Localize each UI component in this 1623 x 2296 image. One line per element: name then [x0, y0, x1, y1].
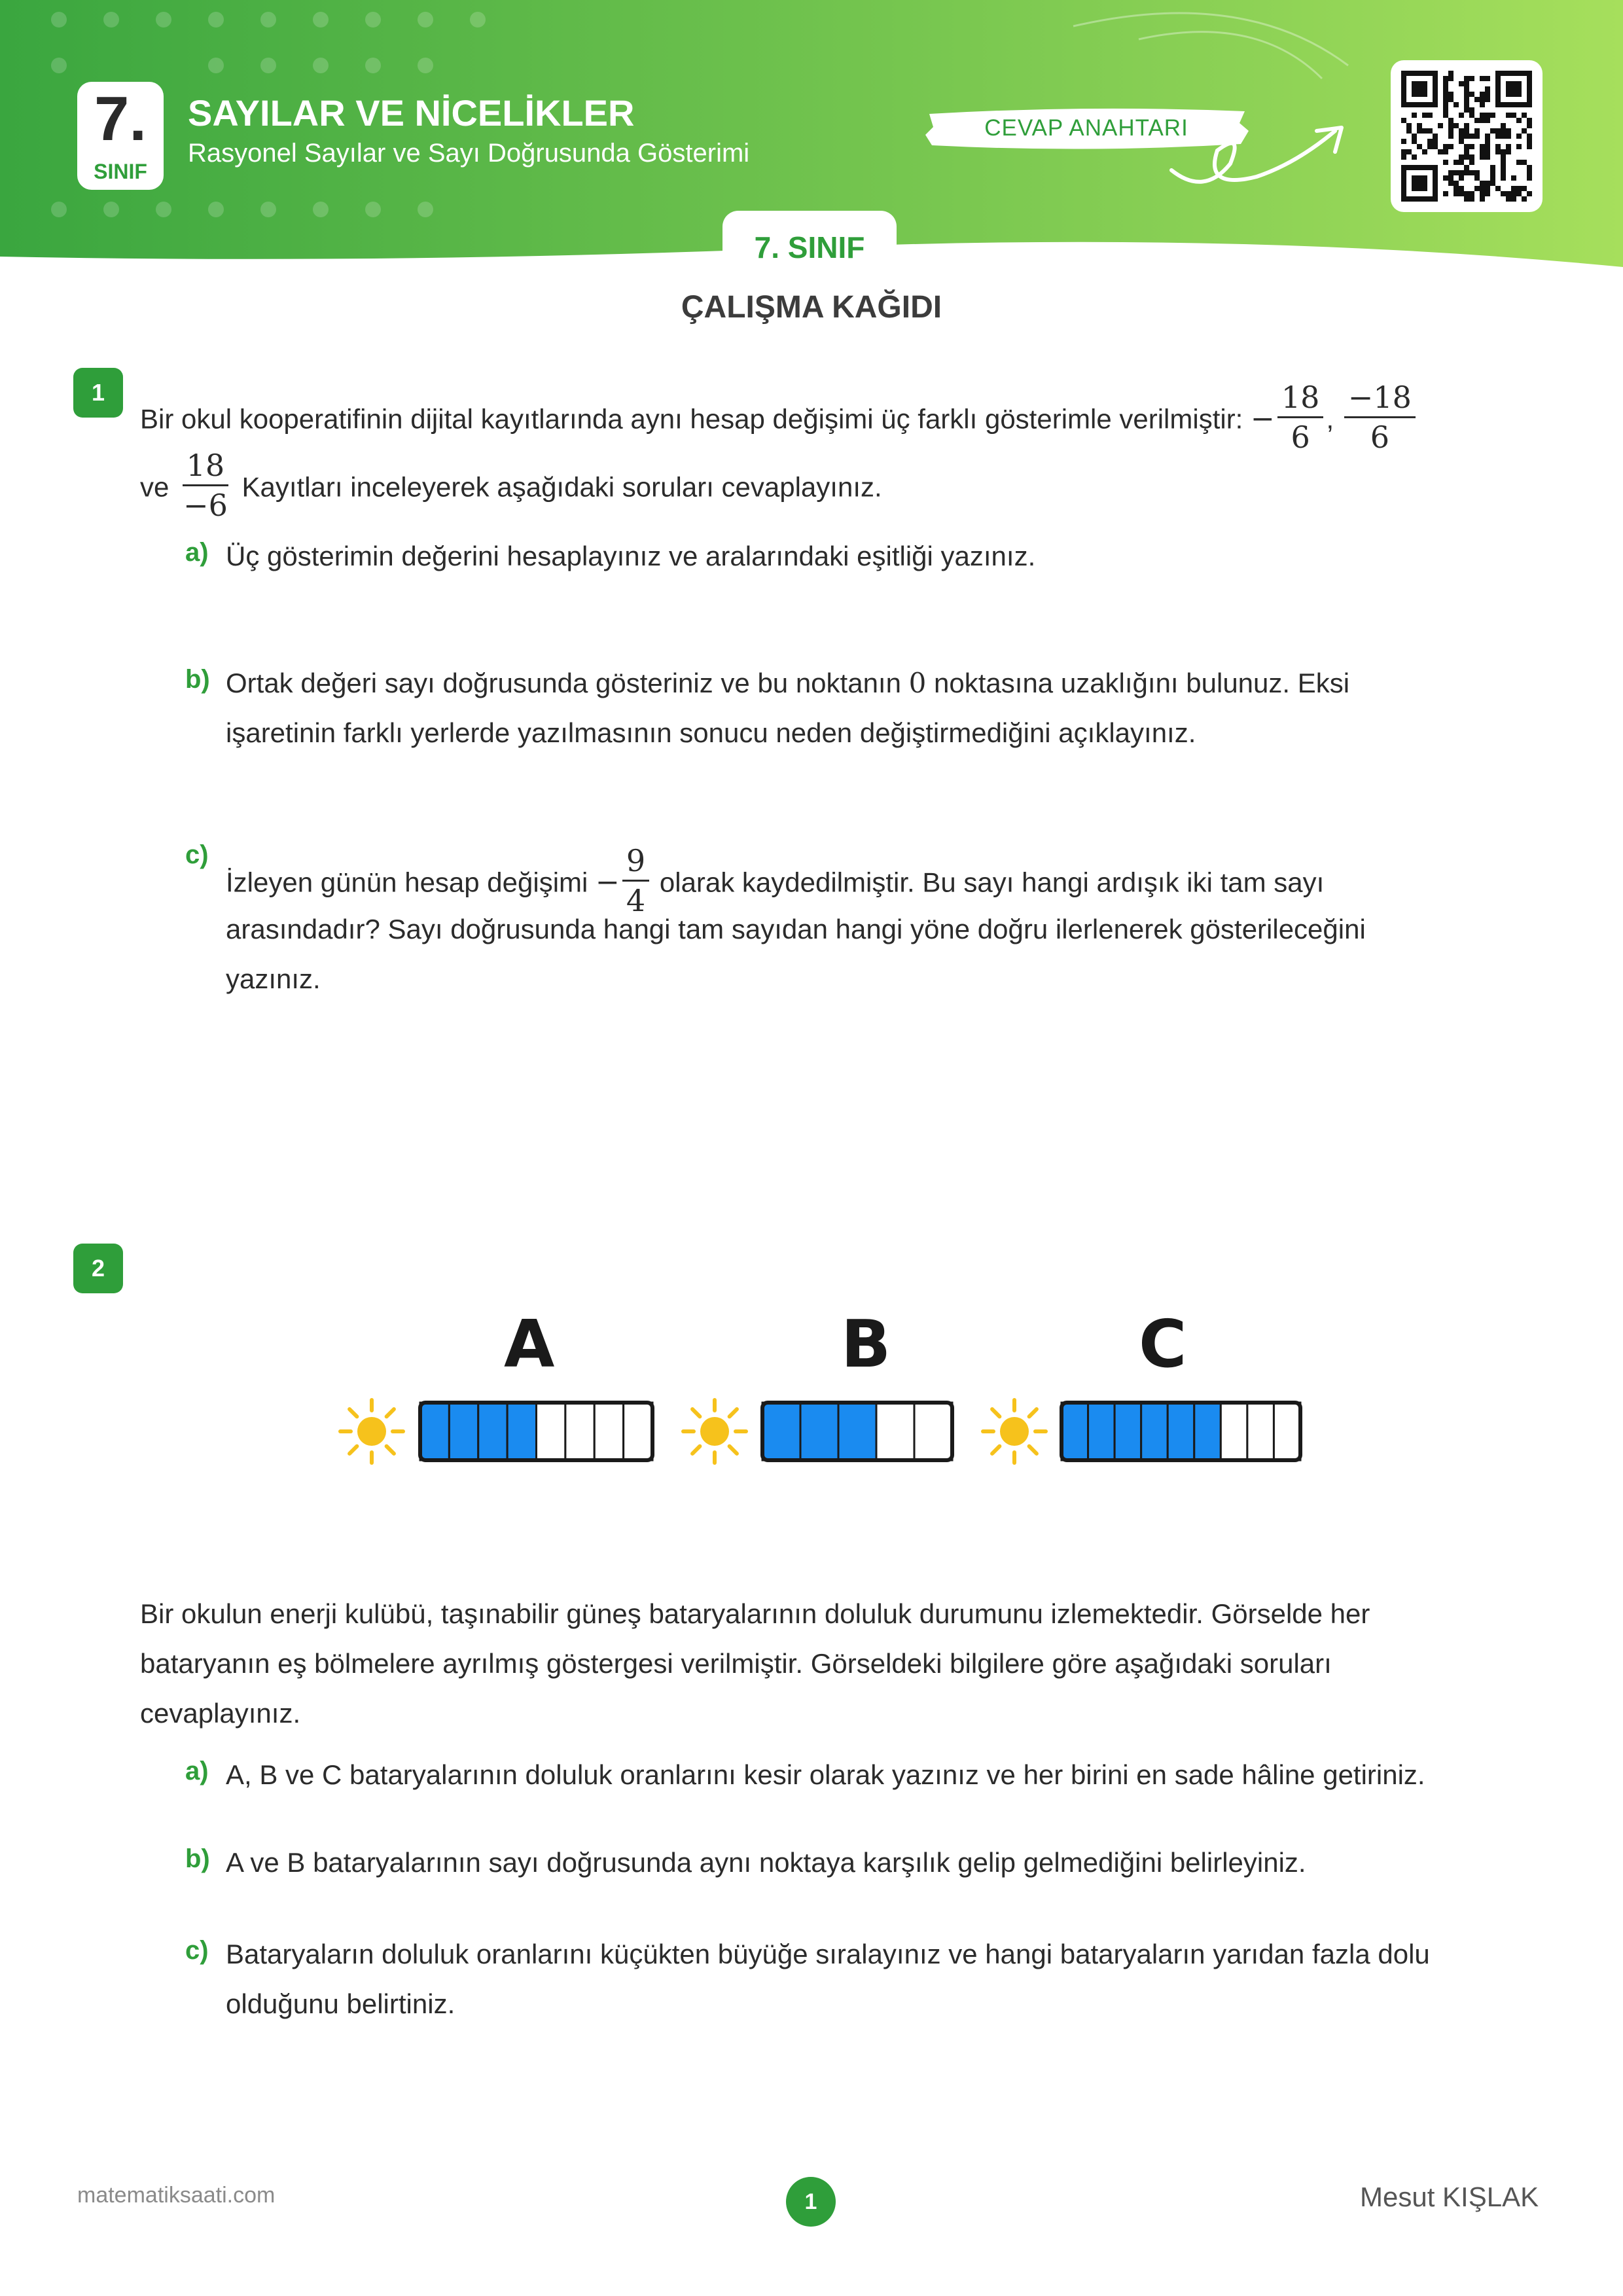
question-1-badge: 1: [73, 368, 123, 418]
sun-icon: [683, 1400, 746, 1463]
battery-c-segment: [1247, 1403, 1274, 1460]
battery-a-segment: [624, 1403, 652, 1460]
fraction-3: [179, 446, 232, 524]
footer-site-link[interactable]: matematiksaati.com: [77, 2183, 276, 2208]
battery-a-segment: [449, 1403, 478, 1460]
qr-code[interactable]: [1391, 60, 1543, 212]
question-1c-text-part2: olarak kaydedilmiştir. Bu sayı hangi ardışık iki tam sayı: [659, 867, 1325, 898]
battery-gauges: [308, 1247, 1348, 1574]
answer-key-label: CEVAP ANAHTARI: [984, 115, 1188, 141]
footer-author: Mesut KIŞLAK: [1360, 2181, 1539, 2212]
question-1-intro-text: Bir okul kooperatifinin dijital kayıtlarında aynı hesap değişimi üç farklı gösterimle verilmiştir:: [140, 403, 1243, 435]
question-1c-label: c): [185, 840, 209, 869]
battery-c-label: C: [1139, 1306, 1187, 1382]
sun-icon: [340, 1400, 403, 1463]
battery-c-segment: [1221, 1403, 1247, 1460]
battery-a-segment: [594, 1403, 623, 1460]
battery-b-segment: [914, 1403, 952, 1460]
battery-c-segment: [1274, 1403, 1300, 1460]
question-2-intro-line2: bataryanın eş bölmelere ayrılmış göstergesi verilmiştir. Görseldeki bilgilere göre aşağıdaki soruları: [140, 1648, 1332, 1679]
battery-a-segment: [420, 1403, 449, 1460]
question-1a-label: a): [185, 538, 209, 567]
sun-icon: [983, 1400, 1046, 1463]
question-1-intro-line1: [140, 382, 1534, 460]
question-2-badge: 2: [73, 1244, 123, 1293]
battery-b-segment: [838, 1403, 876, 1460]
fraction-4-denominator: 4: [626, 883, 646, 918]
question-2c-line2: olduğunu belirtiniz.: [226, 1988, 455, 2019]
fraction-1-denominator: 6: [1291, 420, 1310, 455]
fraction-3-numerator: 18: [183, 446, 229, 486]
question-1a-text: Üç gösterimin değerini hesaplayınız ve aralarındaki eşitliği yazınız.: [226, 541, 1036, 571]
question-2c-line1: Bataryaların doluluk oranlarını küçükten büyüğe sıralayınız ve hangi bataryaların yarıdan fazla dolu: [226, 1939, 1430, 1969]
fraction-4-numerator: 9: [622, 842, 649, 882]
question-1-ve: ve: [140, 471, 169, 503]
qr-code-icon: [1391, 60, 1543, 212]
battery-c-segment: [1168, 1403, 1194, 1460]
question-1c-line3: yazınız.: [226, 963, 321, 994]
battery-a-segment: [507, 1403, 536, 1460]
battery-b-segment: [762, 1403, 800, 1460]
fraction-separator: ,: [1326, 403, 1334, 435]
battery-c-segment: [1115, 1403, 1141, 1460]
battery-figure: [308, 1247, 1348, 1574]
question-2b-label: b): [185, 1844, 210, 1873]
battery-c-segment: [1194, 1403, 1221, 1460]
question-1b-line2: işaretinin farklı yerlerde yazılmasının sonucu neden değiştirmediğini açıklayınız.: [226, 717, 1196, 748]
grade-tab-label: 7. SINIF: [754, 230, 865, 264]
unit-subtitle: Rasyonel Sayılar ve Sayı Doğrusunda Gösterimi: [188, 139, 750, 168]
question-2c-label: c): [185, 1936, 209, 1965]
answer-key-link[interactable]: [923, 105, 1250, 152]
fraction-1-sign: −: [1251, 402, 1275, 436]
question-1b-zero: 0: [908, 667, 927, 699]
fraction-1: [1277, 378, 1324, 456]
unit-title: SAYILAR VE NİCELİKLER: [188, 92, 635, 134]
battery-a-segment: [537, 1403, 565, 1460]
question-2a-text: A, B ve C bataryalarının doluluk oranlarını kesir olarak yazınız ve her birini en sade hâline getiriniz.: [226, 1759, 1425, 1790]
question-1-intro-line2: [140, 450, 1534, 528]
question-2-intro-line3: cevaplayınız.: [140, 1698, 301, 1729]
grade-tab: [722, 211, 897, 275]
fraction-3-denominator: −6: [183, 488, 228, 523]
battery-b-label: B: [841, 1306, 891, 1382]
page-title: ÇALIŞMA KAĞIDI: [681, 290, 942, 325]
battery-c-segment: [1061, 1403, 1088, 1460]
question-1-intro-text-2: Kayıtları inceleyerek aşağıdaki soruları cevaplayınız.: [241, 471, 882, 503]
battery-c-segment: [1088, 1403, 1115, 1460]
battery-b-segment: [876, 1403, 914, 1460]
grade-number: 7.: [94, 84, 147, 154]
question-1c-text-part1: İzleyen günün hesap değişimi: [226, 867, 588, 898]
question-1c-line2: arasındadır? Sayı doğrusunda hangi tam sayıdan hangi yöne doğru ilerlenerek gösterileceğini: [226, 914, 1366, 944]
fraction-1-numerator: 18: [1277, 378, 1324, 418]
page-number: 1: [786, 2177, 836, 2227]
battery-a-segment: [565, 1403, 594, 1460]
question-1b-label: b): [185, 665, 210, 694]
header-banner: [0, 0, 1623, 275]
fraction-2-numerator: −18: [1344, 378, 1416, 418]
grade-word: SINIF: [94, 160, 147, 183]
question-1b-line1: [226, 658, 1535, 708]
battery-a-gauge: [420, 1403, 652, 1460]
question-1b-text-part2: noktasına uzaklığını bulunuz. Eksi: [934, 668, 1350, 698]
battery-b-gauge: [762, 1403, 952, 1460]
question-1b-text-part1: Ortak değeri sayı doğrusunda gösteriniz ve bu noktanın: [226, 668, 901, 698]
grade-badge: [77, 82, 164, 190]
battery-c-gauge: [1061, 1403, 1300, 1460]
battery-a-segment: [478, 1403, 507, 1460]
question-2-intro-line1: Bir okulun enerji kulübü, taşınabilir güneş bataryalarının doluluk durumunu izlemektedir. Görselde her: [140, 1598, 1370, 1629]
fraction-4-sign: −: [596, 865, 620, 899]
battery-c-segment: [1141, 1403, 1168, 1460]
battery-a-label: A: [504, 1306, 555, 1382]
question-2a-label: a): [185, 1757, 209, 1785]
battery-b-segment: [800, 1403, 838, 1460]
question-2b-text: A ve B bataryalarının sayı doğrusunda aynı noktaya karşılık gelip gelmediğini belirleyiniz.: [226, 1847, 1306, 1878]
fraction-2: [1344, 378, 1416, 456]
fraction-2-denominator: 6: [1370, 420, 1389, 455]
